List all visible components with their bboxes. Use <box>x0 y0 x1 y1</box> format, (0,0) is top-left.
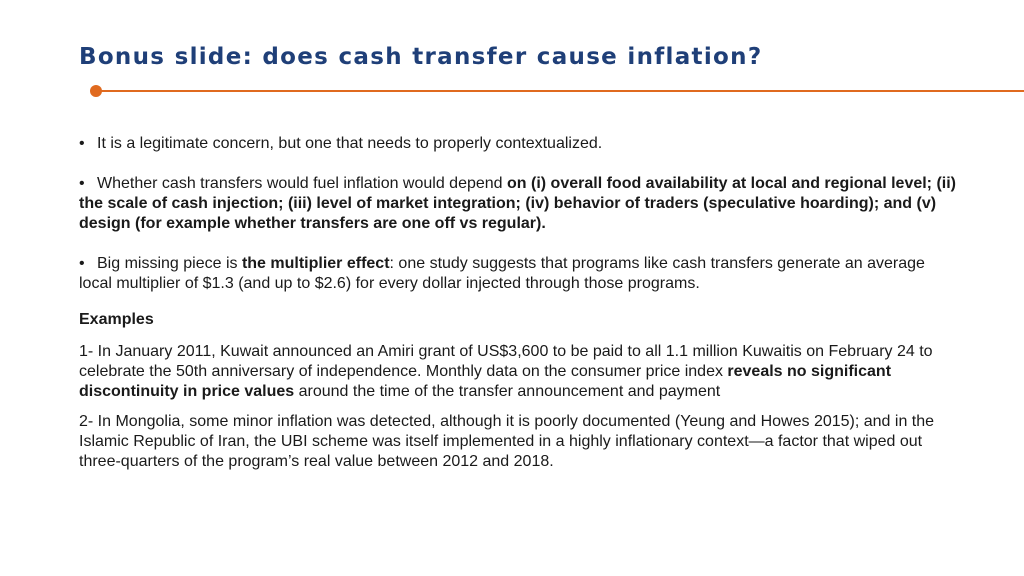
slide-title: Bonus slide: does cash transfer cause inflation? <box>79 44 763 70</box>
examples-heading <box>79 310 959 330</box>
bullet-multiplier-emphasis: the multiplier effect <box>241 255 390 272</box>
bullet-inflation-factors <box>79 174 959 234</box>
title-rule-dot <box>90 85 102 97</box>
bullet-dot-icon: • <box>79 255 85 272</box>
bullet-concern <box>79 134 959 154</box>
bullet-dot-icon: • <box>79 135 85 152</box>
examples-heading-text: Examples <box>79 311 154 328</box>
bullet-concern-text: It is a legitimate concern, but one that needs to properly contextualized. <box>97 135 603 152</box>
bullet-dot-icon: • <box>79 175 85 192</box>
example-mongolia-iran-text: 2- In Mongolia, some minor inflation was detected, although it is poorly documented (Yeung and Howes 2015); and in the Islamic Republic of Iran, the UBI scheme was itself implemented in a highly inflationary context—a factor that wiped out three-quarters of the program’s real value between 2012 and 2018. <box>79 413 935 470</box>
example-kuwait-text-start: 1- In January 2011, Kuwait announced an Amiri grant of US$3,600 to be paid to all 1.1 million Kuwaitis on February 24 to celebrate the 50th anniversary of independence. Monthly data on the consumer price index <box>79 343 933 380</box>
example-kuwait <box>79 342 959 402</box>
example-mongolia-iran <box>79 412 959 472</box>
title-underline-rule <box>96 90 1024 92</box>
slide-body <box>79 134 959 472</box>
bullet-multiplier-text-start: Big missing piece is <box>97 255 242 272</box>
bullet-multiplier-text-end: : one study suggests that programs like cash transfers generate an average local multiplier of $1.3 (and up to $2.6) for every dollar injected through those programs. <box>79 255 925 292</box>
bullet-inflation-factors-text: Whether cash transfers would fuel inflation would depend <box>97 175 508 192</box>
example-kuwait-emphasis: reveals no significant discontinuity in price values <box>79 363 892 400</box>
bullet-multiplier <box>79 254 959 294</box>
example-kuwait-text-end: around the time of the transfer announcement and payment <box>294 383 721 400</box>
bullet-inflation-factors-emphasis: on (i) overall food availability at local and regional level; (ii) the scale of cash injection; (iii) level of market integration; (iv) behavior of traders (speculative hoarding); and (v) design (for example whether transfers are one off vs regular). <box>79 175 956 232</box>
